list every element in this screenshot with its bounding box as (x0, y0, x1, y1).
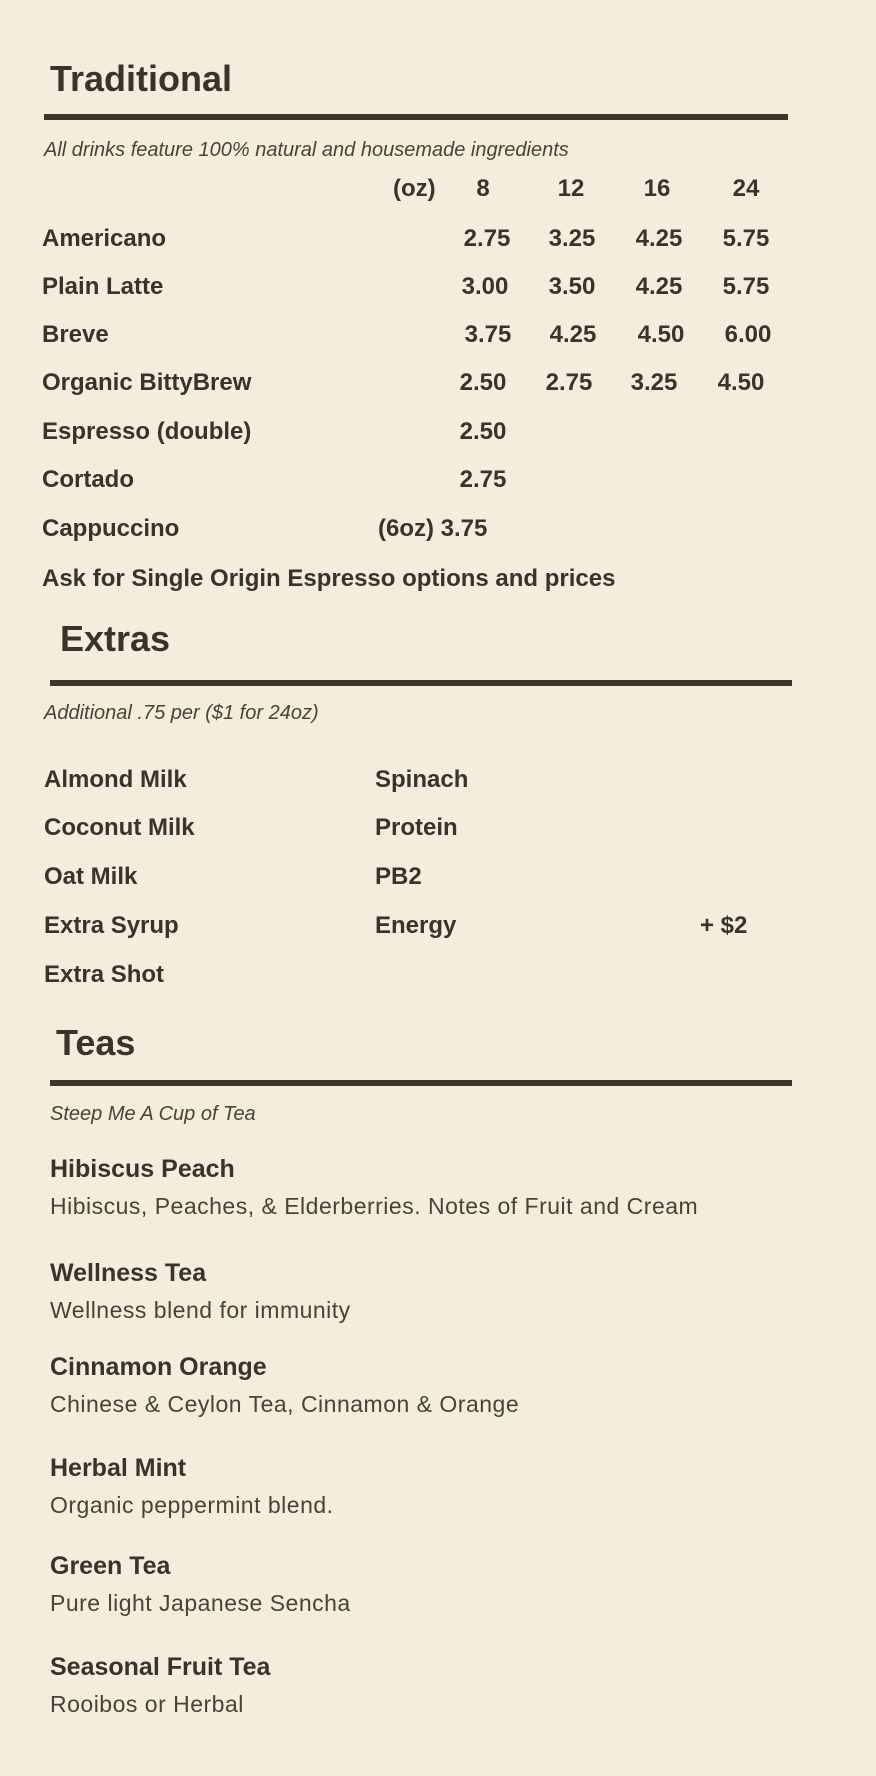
price-16oz: 4.25 (635, 273, 683, 300)
tea-name: Green Tea (50, 1552, 171, 1580)
tea-description: Hibiscus, Peaches, & Elderberries. Notes of Fruit and Cream (50, 1193, 699, 1219)
price-24oz: 4.50 (717, 369, 765, 396)
traditional-heading: Traditional (50, 58, 233, 99)
drink-name: Americano (42, 225, 167, 252)
price-8oz: 3.75 (464, 321, 512, 348)
size-header-16: 16 (643, 175, 671, 202)
price-8oz: 2.50 (459, 418, 507, 445)
size-unit-label: (oz) (393, 175, 436, 202)
price-8oz: 2.75 (459, 466, 507, 493)
extra-item: Extra Shot (44, 961, 165, 988)
tea-name: Seasonal Fruit Tea (50, 1653, 271, 1681)
tea-description: Organic peppermint blend. (50, 1492, 334, 1518)
price-cappuccino: (6oz) 3.75 (378, 515, 488, 542)
price-12oz: 3.25 (548, 225, 596, 252)
single-origin-note: Ask for Single Origin Espresso options and prices (42, 565, 616, 592)
size-header-8: 8 (476, 175, 490, 202)
traditional-note: All drinks feature 100% natural and housemade ingredients (44, 139, 569, 161)
extra-item: Almond Milk (44, 766, 187, 793)
size-header-24: 24 (732, 175, 760, 202)
tea-name: Herbal Mint (50, 1454, 187, 1482)
price-24oz: 5.75 (722, 225, 770, 252)
price-12oz: 2.75 (545, 369, 593, 396)
price-24oz: 5.75 (722, 273, 770, 300)
price-12oz: 3.50 (548, 273, 596, 300)
drink-name: Cappuccino (42, 515, 180, 542)
traditional-divider (44, 114, 788, 120)
price-24oz: 6.00 (724, 321, 772, 348)
tea-name: Wellness Tea (50, 1259, 207, 1287)
drink-name: Plain Latte (42, 273, 164, 300)
drink-name: Cortado (42, 466, 134, 493)
drink-name: Organic BittyBrew (42, 369, 252, 396)
drink-name: Breve (42, 321, 109, 348)
extras-divider (50, 680, 792, 686)
extras-heading: Extras (60, 618, 171, 659)
price-8oz: 2.50 (459, 369, 507, 396)
teas-note: Steep Me A Cup of Tea (50, 1103, 256, 1125)
extra-item: Energy (375, 912, 457, 939)
tea-description: Chinese & Ceylon Tea, Cinnamon & Orange (50, 1391, 520, 1417)
drink-name: Espresso (double) (42, 418, 252, 445)
price-16oz: 4.50 (637, 321, 685, 348)
teas-heading: Teas (56, 1022, 136, 1063)
tea-name: Cinnamon Orange (50, 1353, 267, 1381)
extra-item: PB2 (375, 863, 422, 890)
tea-description: Wellness blend for immunity (50, 1297, 351, 1323)
size-header-12: 12 (557, 175, 585, 202)
price-12oz: 4.25 (549, 321, 597, 348)
tea-description: Rooibos or Herbal (50, 1691, 244, 1717)
extra-item: Extra Syrup (44, 912, 179, 939)
price-8oz: 3.00 (461, 273, 509, 300)
price-8oz: 2.75 (463, 225, 511, 252)
extra-item: Oat Milk (44, 863, 138, 890)
teas-divider (50, 1080, 792, 1086)
tea-description: Pure light Japanese Sencha (50, 1590, 351, 1616)
price-16oz: 3.25 (630, 369, 678, 396)
extra-item: Protein (375, 814, 458, 841)
extras-note: Additional .75 per ($1 for 24oz) (44, 702, 319, 724)
price-16oz: 4.25 (635, 225, 683, 252)
tea-name: Hibiscus Peach (50, 1155, 235, 1183)
energy-price: + $2 (700, 912, 748, 939)
extra-item: Spinach (375, 766, 469, 793)
extra-item: Coconut Milk (44, 814, 195, 841)
